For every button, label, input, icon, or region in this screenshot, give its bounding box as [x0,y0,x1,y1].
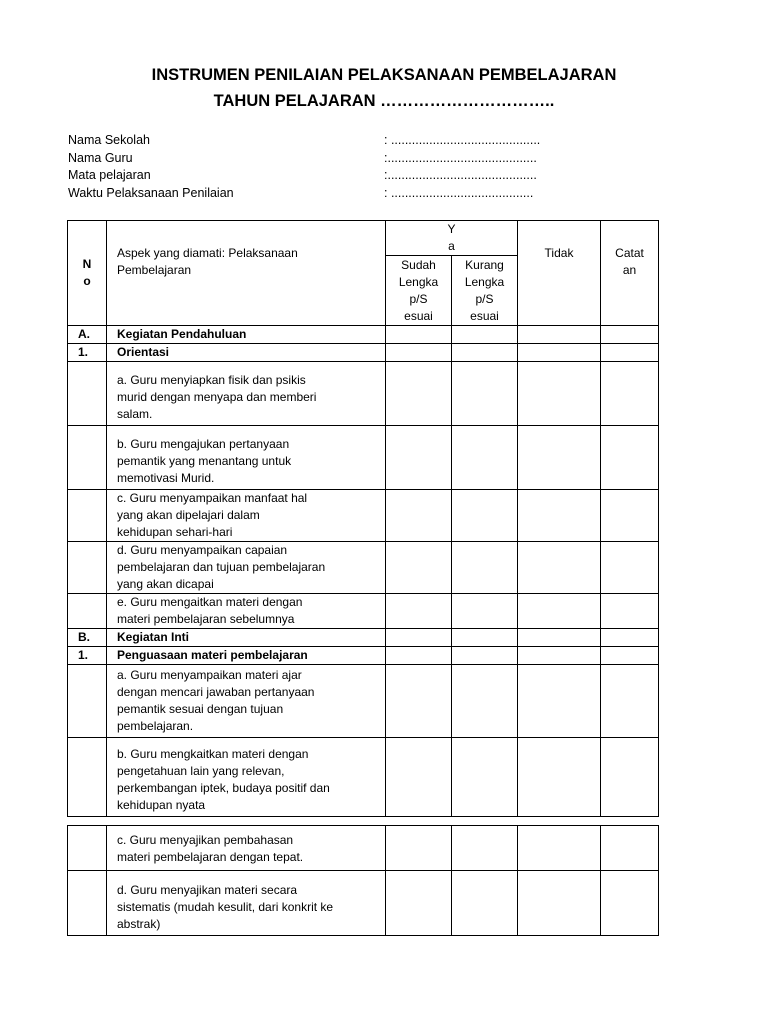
header-ya-text: a [448,239,455,253]
row-item-text [107,542,386,594]
table-row [68,871,659,936]
row-item-line: a. Guru menyiapkan fisik dan psikis [117,373,306,387]
row-number [68,542,107,594]
header-kurang [452,256,518,326]
header-kurang-text: Kurang [465,258,504,272]
cell-sudah[interactable] [386,362,452,426]
row-number [68,362,107,426]
row-item-text [107,490,386,542]
row-item-line: materi pembelajaran sebelumnya [117,612,295,626]
table-row [68,647,659,665]
table-row [68,826,659,871]
table-header-row [68,221,659,256]
cell-tidak[interactable] [518,490,601,542]
cell-kurang[interactable] [452,665,518,738]
info-label: Nama Guru [68,150,133,165]
row-item-line: e. Guru mengaitkan materi dengan [117,595,303,609]
row-item-line: dengan mencari jawaban pertanyaan [117,685,315,699]
info-label: Nama Sekolah [68,133,150,147]
row-item-line: b. Guru mengkaitkan materi dengan [117,747,309,761]
table-row [68,490,659,542]
row-item-line: kehidupan nyata [117,798,206,812]
cell-kurang[interactable] [452,326,518,344]
row-item-text [107,871,386,936]
cell-sudah[interactable] [386,629,452,647]
header-kurang-text: esuai [470,309,499,323]
table-row [68,426,659,490]
header-sudah-text: Lengka [398,275,439,289]
row-item-text [107,738,386,817]
header-no-text: N [82,257,92,271]
row-item-line: pemantik sesuai dengan tujuan [117,702,284,716]
cell-tidak[interactable] [518,326,601,344]
cell-sudah[interactable] [386,826,452,871]
cell-kurang[interactable] [452,362,518,426]
info-label: Waktu Pelaksanaan Penilaian [68,185,234,200]
cell-catatan[interactable] [601,826,659,871]
assessment-table [67,220,659,817]
info-row-time [68,185,688,203]
header-sudah-text: p/S [409,292,428,306]
table-row [68,362,659,426]
row-item-line: materi pembelajaran dengan tepat. [117,850,304,864]
row-item-text [107,426,386,490]
row-item-line: kehidupan sehari-hari [117,525,233,539]
row-item-line: yang akan dipelajari dalam [117,508,260,522]
row-number: B. [68,629,107,647]
cell-sudah[interactable] [386,344,452,362]
row-item-line: salam. [117,407,153,421]
cell-kurang[interactable] [452,738,518,817]
header-sudah-text: Sudah [401,258,436,272]
row-number: A. [68,326,107,344]
header-catatan-text: Catat [615,246,644,260]
row-number [68,594,107,629]
cell-catatan[interactable] [601,426,659,490]
document-title: INSTRUMEN PENILAIAN PELAKSANAAN PEMBELAJARAN [151,66,617,84]
cell-sudah[interactable] [386,738,452,817]
table-row [68,738,659,817]
cell-tidak[interactable] [518,542,601,594]
row-number [68,490,107,542]
header-kurang-text: Lengka [464,275,505,289]
info-block [68,132,688,202]
row-item-line: abstrak) [117,917,161,931]
header-catatan [601,221,659,326]
cell-sudah[interactable] [386,426,452,490]
cell-sudah[interactable] [386,594,452,629]
info-row-subject [68,167,688,185]
row-item-line: d. Guru menyajikan materi secara [117,883,298,897]
cell-kurang[interactable] [452,594,518,629]
row-number [68,826,107,871]
cell-kurang[interactable] [452,426,518,490]
row-item-line: murid dengan menyapa dan memberi [117,390,317,404]
cell-sudah[interactable] [386,490,452,542]
row-number: 1. [68,344,107,362]
cell-catatan[interactable] [601,629,659,647]
cell-tidak[interactable] [518,344,601,362]
cell-catatan[interactable] [601,738,659,817]
row-item-line: pembelajaran. [117,719,194,733]
cell-kurang[interactable] [452,490,518,542]
info-row-school [68,132,688,150]
cell-sudah[interactable] [386,665,452,738]
info-label: Mata pelajaran [68,168,151,183]
row-item-line: c. Guru menyajikan pembahasan [117,833,294,847]
cell-tidak[interactable] [518,362,601,426]
cell-tidak[interactable] [518,594,601,629]
row-item-line: pembelajaran dan tujuan pembelajaran [117,560,326,574]
header-tidak [518,221,601,326]
info-value: :........................................... [384,150,537,165]
assessment-table-continued [67,825,659,936]
cell-catatan[interactable] [601,326,659,344]
info-row-teacher [68,150,688,168]
row-item-text [107,826,386,871]
cell-sudah[interactable] [386,542,452,594]
info-value: : ........................................... [384,133,541,147]
header-ya-text: Y [447,222,456,236]
table-row [68,629,659,647]
table-row [68,665,659,738]
row-section-title: Kegiatan Inti [107,629,386,647]
header-tidak-text: Tidak [544,246,574,260]
info-value: :........................................... [384,168,537,183]
row-number [68,665,107,738]
cell-catatan[interactable] [601,490,659,542]
cell-catatan[interactable] [601,362,659,426]
cell-tidak[interactable] [518,826,601,871]
header-sudah-text: esuai [404,309,433,323]
row-item-text [107,665,386,738]
cell-catatan[interactable] [601,594,659,629]
info-value: : ......................................... [384,185,534,200]
table-row [68,542,659,594]
row-item-text [107,362,386,426]
header-sudah [386,256,452,326]
header-aspect-text: Pembelajaran [117,263,192,277]
cell-catatan[interactable] [601,665,659,738]
table-row [68,326,659,344]
row-item-line: a. Guru menyampaikan materi ajar [117,668,302,682]
header-aspect [107,221,386,326]
row-item-line: sistematis (mudah kesulit, dari konkrit ke [117,900,334,914]
cell-catatan[interactable] [601,542,659,594]
cell-kurang[interactable] [452,344,518,362]
cell-tidak[interactable] [518,629,601,647]
row-item-line: yang akan dicapai [117,577,214,591]
cell-catatan[interactable] [601,344,659,362]
cell-tidak[interactable] [518,647,601,665]
row-item-line: pengetahuan lain yang relevan, [117,764,285,778]
row-item-line: perkembangan iptek, budaya positif dan [117,781,330,795]
header-aspect-text: Aspek yang diamati: Pelaksanaan [117,246,298,260]
header-ya [386,221,518,256]
row-subsection-title: Orientasi [107,344,386,362]
cell-tidak[interactable] [518,665,601,738]
cell-kurang[interactable] [452,647,518,665]
cell-catatan[interactable] [601,871,659,936]
cell-kurang[interactable] [452,826,518,871]
row-number [68,871,107,936]
cell-sudah[interactable] [386,326,452,344]
row-item-line: b. Guru mengajukan pertanyaan [117,437,290,451]
row-item-line: pemantik yang menantang untuk [117,454,292,468]
table-row [68,344,659,362]
row-number [68,738,107,817]
row-item-text [107,594,386,629]
row-number: 1. [68,647,107,665]
header-no-text: o [83,274,91,288]
cell-sudah[interactable] [386,647,452,665]
row-item-line: d. Guru menyampaikan capaian [117,543,288,557]
cell-tidak[interactable] [518,426,601,490]
row-number [68,426,107,490]
row-subsection-title: Penguasaan materi pembelajaran [107,647,386,665]
cell-tidak[interactable] [518,871,601,936]
header-no [68,221,107,326]
header-kurang-text: p/S [475,292,494,306]
cell-sudah[interactable] [386,871,452,936]
header-catatan-text: an [622,263,637,277]
cell-kurang[interactable] [452,871,518,936]
cell-tidak[interactable] [518,738,601,817]
row-item-line: c. Guru menyampaikan manfaat hal [117,491,308,505]
row-item-line: memotivasi Murid. [117,471,215,485]
cell-kurang[interactable] [452,542,518,594]
document-subtitle: TAHUN PELAJARAN ………………………….. [213,92,555,110]
cell-catatan[interactable] [601,647,659,665]
cell-kurang[interactable] [452,629,518,647]
table-row [68,594,659,629]
row-section-title: Kegiatan Pendahuluan [107,326,386,344]
